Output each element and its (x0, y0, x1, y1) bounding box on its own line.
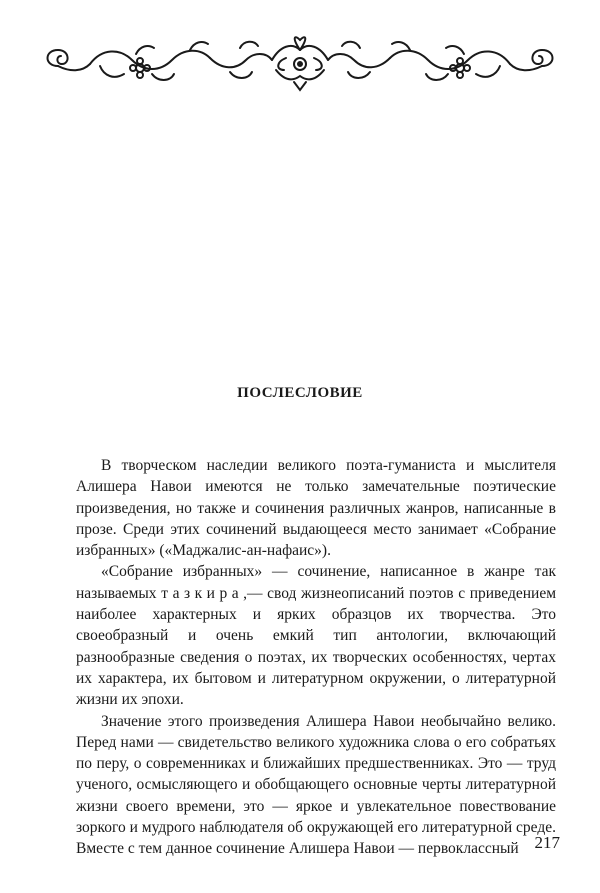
paragraph-2-end: ,— свод жизнеописаний поэтов с приведением наиболее характерных и ярких образцов их творчества. Это своеобразный и очень емкий тип антологии, включающий разнообразные сведения о поэтах, их творческих особенностях, чертах их характера, их бытовом и литературном окружении, о литературной жизни их эпохи. (76, 584, 557, 709)
paragraph-1: В творческом наследии великого поэта-гуманиста и мыслителя Алишера Навои имеются не только замечательные поэтические произведения, но также и сочинения различных жанров, написанные в прозе. Среди этих сочинений выдающееся место занимает «Собрание избранных» («Маджалис-ан-нафаис»). (76, 457, 556, 560)
body-text (76, 455, 556, 860)
floral-ornament-icon (40, 36, 560, 92)
page-title: ПОСЛЕСЛОВИЕ (237, 385, 363, 401)
paragraph-3: Значение этого произведения Алишера Навои необычайно велико. Перед нами — свидетельство великого художника слова о его собратьях по перу, о современниках и ближайших предшественниках. Это — труд ученого, осмысляющего и обобщающего основные черты литературной жизни своего времени, это — яркое и увлекательное повествование зоркого и мудрого наблюдателя об окружающей его литературной среде. Вместе с тем данное сочинение Алишера Навои — первоклассный (76, 712, 556, 858)
spaced-term: тазкира (161, 584, 244, 602)
paragraph-2 (76, 561, 556, 710)
page-number: 217 (534, 833, 560, 852)
paragraph-2-start: «Собрание избранных» — сочинение, написанное в жанре так называемых (76, 563, 556, 602)
